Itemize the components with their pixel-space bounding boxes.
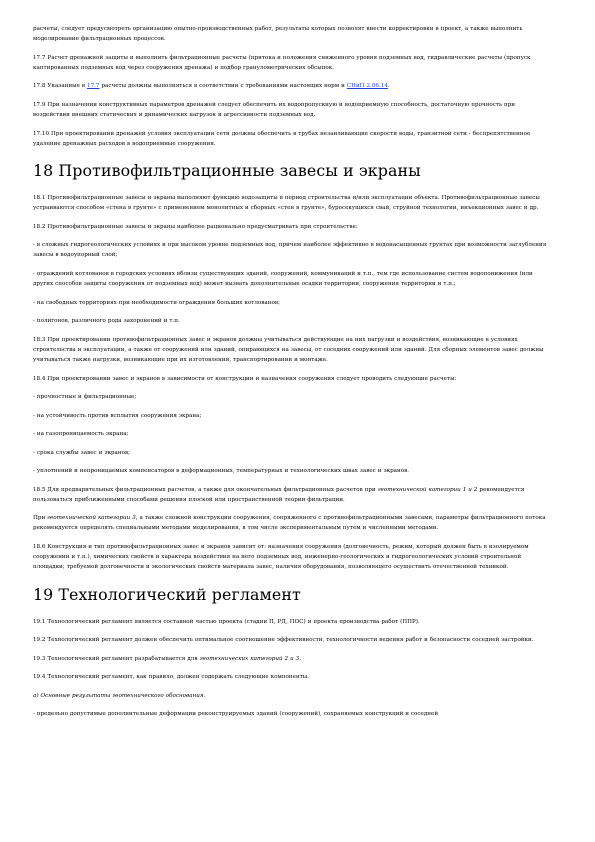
link-17-7[interactable]: 17.7: [87, 83, 100, 90]
italic-span: геотехнической категории 1 и 2: [377, 486, 478, 493]
paragraph-19-2: 19.2 Технологический регламент должен обеспечить оптимальное соотношение эффективности, технологичности ведения работ и безопасности соседней застройки.: [33, 637, 534, 644]
list-item: - прочностные и фильтрационные;: [33, 394, 137, 401]
paragraph-17-8: [33, 81, 553, 91]
paragraph-18-4: 18.4 При проектировании завес и экранов в зависимости от конструкции и назначения сооружения следует проводить следующие расчеты:: [33, 375, 457, 382]
list-item: - уплотнений и непроницаемых компенсаторов в деформационных, температурных и технологических швах завес и экранов.: [33, 468, 410, 475]
text-span: расчеты должны выполняться в соответствии с требованиями настоящих норм и: [99, 83, 347, 90]
paragraph-19-4: 19.4 Технологический регламент, как правило, должен содержать следующие компоненты.: [33, 674, 310, 681]
list-item: - предельно допустимые дополнительные деформации реконструируемых зданий (сооружений), сохраняемых конструкций и соседней: [33, 711, 439, 718]
paragraph-18-6: 18.6 Конструкция и тип противофильтрационных завес и экранов зависит от: назначения сооружения (долговечность, режим, который должен быть в изолируемом сооружении и т.п.), химических свойств и характера воздействия на него подземных вод, инженерно-геологических и гидрогеологических условий строительной площадки; требуемой долговечности и экологических свойств материала завес, наличия оборудования, позволяющего осуществить отечественной техникой.: [33, 543, 529, 571]
paragraph-17-10: 17.10 При проектировании дренажей условия эксплуатации сети должны обеспечить в трубах незаиливающие скорости воды, транзитной сети - беспрепятственное удаление дренажных расходов в водоприемные сооружения.: [33, 130, 531, 147]
italic-span: а) Основные результаты геотехнического обоснования.: [33, 692, 206, 699]
section-heading-18: 18 Противофильтрационные завесы и экраны: [33, 161, 421, 181]
paragraph-18-2: 18.2 Противофильтрационные завесы и экраны наиболее рационально предусматривать при строительстве:: [33, 223, 358, 230]
list-item: - на газопроницаемость экрана;: [33, 431, 129, 438]
paragraph-18-5-cont: [33, 513, 553, 533]
list-item: - полигонов, различного рода захоронений и т.п.: [33, 318, 180, 325]
list-item: - на свободных территориях при необходимости ограждения больших котлованов;: [33, 299, 280, 306]
paragraph-continuation: расчеты, следует предусмотреть организацию опытно-производственных работ, результаты которых позволят внести корректировки в проект, а также выполнить моделирование фильтрационных процессов.: [33, 26, 523, 43]
paragraph-18-3: 18.3 При проектировании противофильтрационных завес и экранов должны учитываться действующие на них нагрузки и воздействия, возникающие в условиях строительства и эксплуатации, а также от сооружений или зданий, опирающихся на завесы, от соседних сооружений или зданий. Для сборных элементов завес должны учитываться также нагрузки, возникающие при их изготовлении, транспортировании и монтаже.: [33, 336, 544, 364]
text-span: .: [387, 83, 390, 90]
section-heading-19: 19 Технологический регламент: [33, 584, 301, 604]
italic-span: геотехнической категории 3: [47, 515, 136, 522]
list-item: - срока службы завес и экранов;: [33, 449, 131, 456]
italic-span: геотехнических категорий 2 и 3: [199, 655, 300, 662]
paragraph-17-7: 17.7 Расчет дренажной защиты и выполнить фильтрационные расчеты (притока и положения сниженного уровня подземных вод, гидравлические расчеты (пропуск каптированных подземных вод через сооружения дренажа) и подбор гранулометрических обсыпок.: [33, 54, 531, 71]
text-span: 17.8 Указанные в: [33, 83, 88, 90]
list-item: - ограждений котлованов в городских условиях вблизи существующих зданий, сооружений, коммуникаций и т.п., тем где использование систем водопонижения (или других способов защиты сооружения от подземных вод) может вызвать дополнительные осадки территории, сооружения территории и т.п.;: [33, 270, 533, 288]
paragraph-18-5: [33, 485, 553, 505]
text-span: .: [299, 655, 301, 662]
paragraph-18-1: 18.1 Противофильтрационные завесы и экраны выполняют функцию водозащиты в период строительства и/или эксплуатации объекта. Противофильтрационные завесы устраиваются способом «стена в грунте» с применением монолитных и сборных «стен в грунте», буросекущихся свай, струйной технологии, инъекционных завес и др.: [33, 195, 540, 212]
link-snip[interactable]: СНиП 2.06.14: [346, 83, 388, 90]
list-item: - на устойчивость против всплытия сооружения экрана;: [33, 412, 202, 419]
text-span: рекомендуется пользоваться приближенными способами решения плоской или пространственной теории фильтрации.: [33, 486, 525, 503]
paragraph-19-3: [33, 654, 553, 664]
text-span: 18.5 Для предварительных фильтрационных расчетов, а также для окончательных фильтрационных расчетов при: [33, 486, 378, 493]
text-span: При: [33, 515, 48, 522]
text-span: 19.3 Технологический регламент разрабатывается для: [33, 655, 200, 662]
subheading-a: [33, 691, 553, 701]
text-span: , а также сложной конструкции сооружения, сопряженного с противофильтрационными завесами, параметры фильтрационного потока рекомендуется определять специальными методами моделирования, в том числе экспериментальным путем и численными методами.: [33, 515, 546, 532]
list-item: - в сложных гидрогеологических условиях и при высоком уровне подземных вод, причем наиболее эффективно в водонасыщенных грунтах при возможности заглубления завесы в водоупорный слой;: [33, 242, 547, 259]
paragraph-17-9: 17.9 При назначении конструктивных параметров дренажей следует обеспечить их водопропускную и водоприемную способность, достаточную прочность при воздействии внешних статических и динамических нагрузок и агрессивности подземных вод.: [33, 101, 516, 119]
paragraph-19-1: 19.1 Технологический регламент является составной частью проекта (стадии П, РД, ПОС) и проекта производства работ (ППР).: [33, 618, 420, 625]
